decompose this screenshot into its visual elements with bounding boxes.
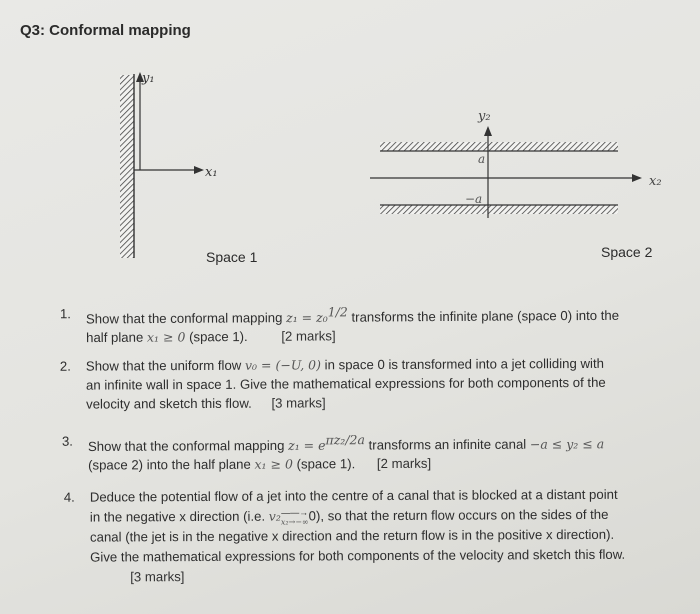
marks-label: [3 marks] xyxy=(271,395,326,411)
question-number: 3. xyxy=(61,433,73,449)
marks-label: [3 marks] xyxy=(130,569,185,585)
upper-wall-hatching xyxy=(380,142,618,151)
math-expression: v₀ = (−U, 0) xyxy=(244,357,322,373)
question-text: transforms the infinite plane (space 0) into the xyxy=(347,307,620,325)
question-line xyxy=(86,300,686,329)
question-text: in space 0 is transformed into a jet colliding with xyxy=(320,355,604,373)
y2-axis-label: y₂ xyxy=(478,109,491,124)
question-line: an infinite wall in space 1. Give the mathematical expressions for both components of the xyxy=(85,374,606,393)
space1-diagram xyxy=(120,71,218,258)
limit-subscript: x₂→−∞ xyxy=(280,517,309,527)
question-text: half plane xyxy=(86,330,148,346)
math-exponent: 1/2 xyxy=(327,304,348,320)
question-line xyxy=(88,428,688,456)
question-line: Deduce the potential flow of a jet into the centre of a canal that is blocked at a distant point xyxy=(89,486,618,505)
canal-half-width-label: a xyxy=(478,152,486,166)
math-expression: −a ≤ y₂ ≤ a xyxy=(529,436,605,452)
question-text: in the negative x direction (i.e. xyxy=(89,508,269,525)
y1-axis-label: y₁ xyxy=(142,71,155,86)
question-text: (space 2) into the half plane xyxy=(88,457,255,473)
space2-diagram xyxy=(370,109,662,218)
question-text: Show that the uniform flow xyxy=(85,357,246,374)
question-text: Show that the conformal mapping xyxy=(87,437,289,454)
limit-arrow: ——→ x₂→−∞ xyxy=(280,507,309,527)
x1-arrowhead xyxy=(194,166,204,174)
conformal-mapping-figures xyxy=(0,0,700,300)
space1-label: Space 1 xyxy=(206,249,258,265)
math-expression: v₂ xyxy=(268,508,281,524)
question-line xyxy=(88,453,688,475)
question-number: 2. xyxy=(59,358,71,374)
math-exponent: πz₂/2a xyxy=(325,432,365,448)
wall-hatching xyxy=(120,75,134,258)
lower-wall-hatching xyxy=(380,205,618,214)
question-number: 1. xyxy=(59,306,71,322)
question-text: transforms an infinite canal xyxy=(364,436,530,453)
marks-label: [2 marks] xyxy=(281,328,336,345)
question-line xyxy=(86,324,686,347)
marks-label: [2 marks] xyxy=(376,456,432,472)
question-text: velocity and sketch this flow. xyxy=(86,395,252,412)
math-expression: z₁ = e xyxy=(288,437,326,453)
y2-arrowhead xyxy=(484,126,492,136)
x2-axis-label: x₂ xyxy=(649,174,662,189)
question-text: (space 1). xyxy=(292,456,356,472)
question-line xyxy=(86,391,686,413)
x1-axis-label: x₁ xyxy=(205,165,218,180)
question-number: 4. xyxy=(63,489,75,505)
x2-arrowhead xyxy=(632,174,642,182)
canal-negative-half-width-label: −a xyxy=(465,192,483,206)
question-text: (space 1). xyxy=(185,329,248,345)
space2-label: Space 2 xyxy=(601,244,653,260)
question-text: 0), so that the return flow occurs on the sides of the xyxy=(308,506,609,524)
question-text: Show that the conformal mapping xyxy=(85,310,287,327)
question-2 xyxy=(59,353,686,413)
question-4 xyxy=(63,484,691,587)
math-expression: x₁ ≥ 0 xyxy=(254,456,293,473)
math-expression: x₁ ≥ 0 xyxy=(146,329,186,346)
question-3 xyxy=(61,428,688,475)
question-heading: Q3: Conformal mapping xyxy=(20,22,191,39)
question-line: canal (the jet is in the negative x direction and the return flow is in the positive x direction). xyxy=(89,526,615,545)
question-line xyxy=(90,564,690,587)
question-1 xyxy=(59,300,686,348)
math-expression: z₁ = z₀ xyxy=(286,309,328,326)
question-line: Give the mathematical expressions for both components of the velocity and sketch this flow. xyxy=(90,546,626,565)
